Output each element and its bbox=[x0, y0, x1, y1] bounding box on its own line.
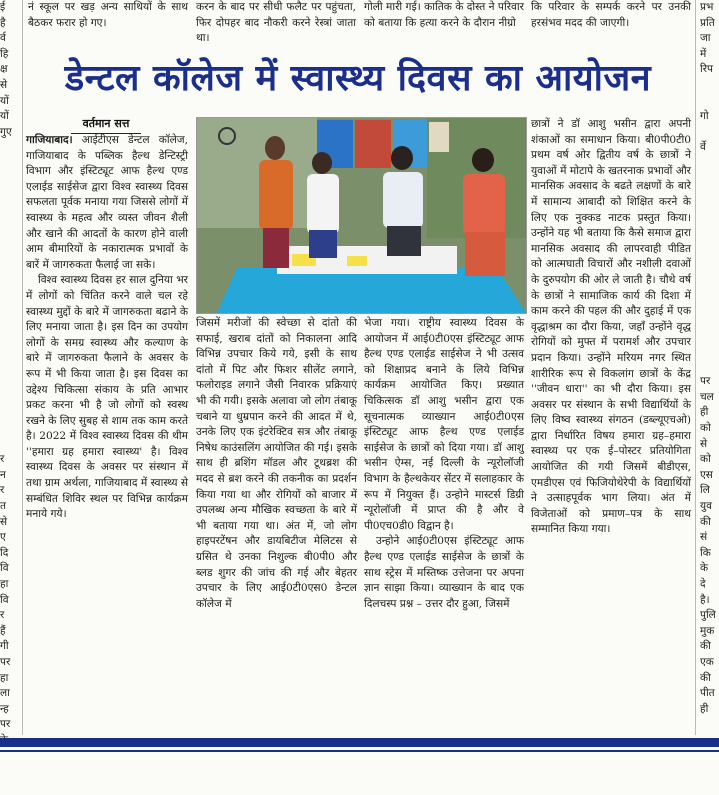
top-fragment-col2: करन के बाद पर सीधी फलैट पर पहुंचता, फिर दोपहर बाद नौकरी करने रेस्त्रां जाता था। bbox=[196, 1, 356, 44]
right-adjacent-column bbox=[700, 0, 719, 720]
left-strip-line: र bbox=[0, 453, 5, 466]
right-strip-line: ही bbox=[700, 702, 709, 715]
right-strip-line bbox=[700, 172, 719, 188]
left-strip-line bbox=[0, 437, 18, 453]
column-divider bbox=[22, 0, 23, 735]
footer-bar bbox=[0, 738, 719, 747]
right-strip-line bbox=[700, 203, 719, 219]
right-strip-line: से bbox=[700, 437, 708, 450]
left-strip-line bbox=[0, 390, 18, 406]
left-strip-line: हा bbox=[0, 577, 9, 590]
right-strip-line: प्रभ bbox=[700, 1, 714, 13]
left-strip-line bbox=[0, 343, 18, 359]
left-strip-line bbox=[0, 203, 18, 219]
paragraph: विश्व स्वास्थ्य दिवस हर साल दुनिया भर में लोगों को चिंतित करने वाले चल रहे स्वास्थ्य मुद्दों के बारे में जागरुकता बढाने के लिए मनाया जाता है। इस दिन का उपयोग लोगों के समग्र स्वास्थ्य और कल्याण के बारे में जागरुकता फैलाने के अवसर के रूप में भी किया जाता है। इस दिवस का उद्देश्य चिकित्सा संकाय के प्रति आभार प्रकट करना भी है जो लोगों को स्वस्थ रखने के लिए सुबह से शाम तक काम करते है। 2022 में विश्व स्वास्थ्य दिवस की थीम ''हमारा ग्रह हमारा स्वास्थ्य' है। विश्व स्वास्थ्य दिवस के अवसर पर संस्थान में तथा ग्राम अर्थला, गाजियाबाद में स्वास्थ्य से सम्बंधित शिविर स्थल पर विभिन्न कार्यक्रम मनाये गये। bbox=[26, 274, 188, 521]
left-strip-line bbox=[0, 327, 18, 343]
right-strip-line bbox=[700, 312, 719, 328]
right-strip-line bbox=[700, 296, 719, 312]
right-strip-line bbox=[700, 343, 719, 359]
left-strip-line: ए bbox=[0, 531, 6, 544]
left-strip-line bbox=[0, 296, 18, 312]
right-strip-line: में bbox=[700, 47, 707, 60]
right-strip-line bbox=[700, 265, 719, 281]
right-strip-line: है। bbox=[700, 593, 710, 606]
headline: डेन्टल कॉलेज में स्वास्थ्य दिवस का आयोजन bbox=[64, 58, 652, 99]
right-strip-line: ही bbox=[700, 406, 709, 419]
right-strip-line: र्वे bbox=[700, 141, 706, 154]
right-strip-line bbox=[700, 250, 719, 266]
footer-line bbox=[0, 750, 719, 752]
right-strip-line: सं bbox=[700, 531, 708, 544]
right-strip-line bbox=[700, 78, 719, 94]
left-strip-line bbox=[0, 250, 18, 266]
reporter-name: वर्तमान सत्त bbox=[82, 117, 130, 130]
right-strip-line: गो bbox=[700, 110, 709, 123]
left-strip-line bbox=[0, 312, 18, 328]
column-divider bbox=[695, 0, 696, 735]
article-column-1 bbox=[26, 133, 188, 733]
right-strip-line: पुलि bbox=[700, 609, 716, 622]
left-adjacent-column bbox=[0, 0, 18, 731]
left-strip-line bbox=[0, 374, 18, 390]
left-strip-line bbox=[0, 281, 18, 297]
article-column-2 bbox=[196, 316, 357, 734]
left-strip-line: वि bbox=[0, 593, 9, 606]
left-strip-line: हा bbox=[0, 671, 9, 684]
right-strip-line bbox=[700, 125, 719, 141]
paragraph: जिसमें मरीजों की स्वेच्छा से दांतो की सफाई, खराब दांतों को निकालना आदि विभिन्न उपचार किये गये, इसी के साथ दांतो में पिट और फिशर सीलेंट लगाने, फलोराइड लगाने जैसी निवारक प्रक्रियाएं भी की गयी। इसके अलावा जो लोग तंबाकू चबाने या धुम्रपान करने की आदत में थे, उनके लिए एक इंटरेक्टिव सत्र और तंबाकू निषेध काउंसलिंग आयोजित की गई। इसके साथ ही ब्रशिंग मॉडल और टूथब्रश की मदद से ब्रश करने की तकनीक का प्रदर्शन किया गया था और रोगियों को बाजार में उपलब्ध अन्य मौखिक स्वच्छता के बारे में भी बताया गया था। अंत में, जो लोग हाइपरटेंषन और डायबिटीज मेलिटस से ग्रसित थे उनका निशुल्क बी0पी0 और ब्लड शुगर की जांच की गई और बेहतर उपचार के लिए आई0टी0एस0 डेन्टल कॉलेज में bbox=[196, 317, 357, 610]
right-strip-line bbox=[700, 359, 719, 375]
top-fragment-col4: कि परिवार के सम्पर्क करने पर उनकी हरसंभव मदद की जाएगी। bbox=[531, 1, 691, 29]
right-strip-line: युव bbox=[700, 500, 712, 512]
right-strip-line bbox=[700, 94, 719, 110]
left-strip-line: क्ष bbox=[0, 63, 8, 76]
article-column-3 bbox=[364, 316, 524, 734]
byline bbox=[26, 116, 186, 134]
right-strip-line: जा bbox=[700, 32, 711, 45]
event-photo-illustration bbox=[197, 118, 526, 313]
left-strip-line: यों bbox=[0, 94, 9, 107]
right-strip-line: पीत bbox=[700, 687, 715, 700]
right-strip-line: की bbox=[700, 640, 711, 653]
left-strip-line: यों bbox=[0, 110, 9, 123]
right-strip-line: पर bbox=[700, 375, 711, 388]
left-strip-line: पर bbox=[0, 718, 11, 731]
right-strip-line: चल bbox=[700, 390, 714, 403]
left-strip-line: ई bbox=[0, 1, 6, 13]
top-fragment-col1: नं स्कूल पर खड़ अन्य साथियों के साथ बैठकर फरार हो गए। bbox=[28, 1, 188, 29]
paragraph: उन्होने आई0टी0एस इंस्टिट्यूट आफ हैल्थ एण्ड एलाईड साईसेज के छात्रों के साथ स्ट्रेस में मस्तिष्क उत्तेजना पर अपना ज्ञान साझा किया। व्याख्यान के बाद एक दिलचस्प प्रश्न – उत्तर दौर हुआ, जिसमें bbox=[364, 535, 524, 610]
left-strip-line bbox=[0, 265, 18, 281]
right-strip-line bbox=[700, 281, 719, 297]
right-strip-line: एस bbox=[700, 468, 713, 481]
left-strip-line bbox=[0, 218, 18, 234]
event-photo bbox=[196, 117, 527, 314]
right-strip-line: को bbox=[700, 422, 711, 435]
left-strip-line bbox=[0, 156, 18, 172]
right-strip-line bbox=[700, 218, 719, 234]
left-strip-line bbox=[0, 359, 18, 375]
left-strip-line: है bbox=[0, 16, 6, 29]
left-strip-line bbox=[0, 187, 18, 203]
left-strip-line: ला bbox=[0, 687, 10, 700]
left-strip-line: त bbox=[0, 500, 6, 512]
left-strip-line: गी bbox=[0, 640, 9, 653]
right-strip-line: कि bbox=[700, 546, 711, 559]
left-strip-line bbox=[0, 421, 18, 437]
top-fragment-col3: गोली मारी गई। कातिक के दोस्त ने परिवार को बताया कि हत्या करने के दौरान नीग्रो bbox=[364, 1, 524, 29]
right-strip-line: दे bbox=[700, 577, 706, 590]
right-strip-line bbox=[700, 327, 719, 343]
left-strip-line bbox=[0, 234, 18, 250]
left-strip-line: हैं bbox=[0, 624, 6, 637]
left-strip-line: र bbox=[0, 484, 5, 497]
left-strip-line bbox=[0, 405, 18, 421]
right-strip-line: लि bbox=[700, 484, 710, 497]
left-strip-line: र bbox=[0, 609, 5, 622]
left-strip-line: से bbox=[0, 78, 8, 91]
left-strip-line: न bbox=[0, 468, 6, 481]
right-strip-line bbox=[700, 156, 719, 172]
left-strip-line bbox=[0, 140, 18, 156]
right-strip-line: प्रति bbox=[700, 16, 715, 29]
right-strip-line bbox=[700, 187, 719, 203]
left-strip-line: गुए bbox=[0, 125, 12, 138]
right-strip-line: के bbox=[700, 562, 709, 575]
left-strip-line: पर bbox=[0, 655, 11, 668]
right-strip-line: रिप bbox=[700, 63, 713, 76]
right-strip-line: को bbox=[700, 453, 711, 466]
left-strip-line: दि bbox=[0, 546, 9, 559]
left-strip-line bbox=[0, 172, 18, 188]
right-strip-line: एक bbox=[700, 655, 714, 668]
left-strip-line: न्ह bbox=[0, 702, 9, 715]
article-column-4 bbox=[531, 117, 691, 734]
paragraph: छात्रों ने डॉ आशु भसीन द्वारा अपनी शंकाओं का समाधान किया। बी0पी0टी0 प्रथम वर्ष ओर द्वितीय वर्ष के छात्रों ने युवाओं में मोटापे के खतरनाक प्रभावों और मानसिक अवसाद के बढते लक्षणों के बारे में सामान्य आबादी को शिक्षित करने के लिए एक नुक्कड नाटक प्रस्तुत किया। उन्होंने यह भी बताया कि कैसे समाज द्वारा मानसिक अवसाद की लापरवाही पीडित को आत्मघाती विचारों और नशीली दवाओं के दुरुपयोग की ओर ले जाती है। चौथे वर्ष के छात्रों ने सामाजिक कार्य की दिशा में काम करने की पहल की और दुहाई में एक वृद्धाश्रम का दौरा किया, जहाँ उन्होंने वृद्ध रोगियों को मुफ्त में परामर्श और उपचार प्रदान किया। उन्होंने मरियम नगर स्थित शारीरिक रूप से विकलांग छात्रों के केंद्र ''जीवन धारा'' का भी दौरा किया। इस अवसर पर संस्थान के सभी विद्यार्थियों के लिए विष्व स्वास्थ्य संगठन (डब्ल्यूएचओ) द्वारा निर्धारित विषय हमारा ग्रह–हमारा स्वास्थ्य पर एक ई–पोस्टर प्रतियोगिता आयोजित की गयी जिसमें बीडीएस, एमडीएस एवं फिजियोथेरेपी के विद्यार्थियों ने उत्साहपूर्वक भाग लिया। अंत में विजेताओं को प्रमाण–पत्र के साथ सम्मानित किया गया। bbox=[531, 118, 691, 536]
right-strip-line bbox=[700, 234, 719, 250]
dateline: गाजियाबाद। bbox=[26, 134, 73, 146]
right-strip-line: की bbox=[700, 671, 711, 684]
left-strip-line: र्व bbox=[0, 32, 6, 45]
left-strip-line: हि bbox=[0, 47, 9, 60]
left-strip-line: से bbox=[0, 515, 8, 528]
right-strip-line: मुक bbox=[700, 624, 715, 637]
right-strip-line: की bbox=[700, 515, 711, 528]
paragraph: भेजा गया। राष्ट्रीय स्वास्थ्य दिवस के आयोजन में आई0टी0एस इंस्टिट्यूट आफ हैल्थ एण्ड एलाईड साईसेज ने भी उत्सव को शिक्षाप्रद बनाने के लिये विभिन्न कार्यक्रम आयोजित किए। प्रख्यात चिकित्सक डॉ आशु भसीन द्वारा एक सूचनात्मक व्याख्यान आई0टी0एस इंस्टिट्यूट आफ हैल्थ एण्ड एलाईड साईसेज के छात्रों को दिया गया। डॉ आशु भसीन ऐम्स, नई दिल्ली के न्यूरोलॉजी विभाग के हैल्थकेयर सेंटर में सलाहकार के रूप में नियुक्त हैं। उन्होने मास्टर्स डिग्री न्यूरोलॉजी में प्राप्त की है और वे पी0एच0डी0 विद्वान है। bbox=[364, 317, 524, 532]
lead-paragraph: गाजियाबाद। आईटीएस डेन्टल कॉलेज, गाजियाबाद के पब्लिक हैल्थ डेन्टिस्ट्री विभाग और इंस्टिट्यूट आफ हैल्थ एण्ड एलाईड साईसेज द्वारा विश्व स्वास्थ्य दिवस सफलता पूर्वक मनाया गया जिससे लोगों में स्वास्थ्य के महत्व और व्यस्त जीवन शैली और खाने की आदतों के कारण होने वाली आम बीमारियों के नकारात्मक प्रभावों के बारें में जागरुकता फैलाई जा सके। bbox=[26, 134, 188, 271]
left-strip-line: वि bbox=[0, 562, 9, 575]
